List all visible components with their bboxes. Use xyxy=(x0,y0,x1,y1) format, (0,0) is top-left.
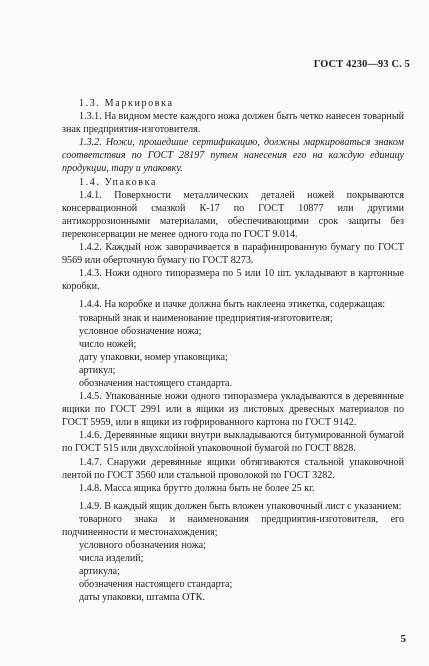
list-item: обозначения настоящего стандарта; xyxy=(79,579,233,591)
list-item: артикул; xyxy=(79,364,116,376)
list-item: числа изделий; xyxy=(79,553,144,565)
list-item: артикула; xyxy=(79,566,120,578)
page-number: 5 xyxy=(400,633,406,645)
paragraph-1-4-1: 1.4.1. Поверхности металлических деталей ножей покрываются консервационной смазкой К-17 по ГОСТ 10877 или другими антикоррозионными материалами, обеспечивающими срок защиты без переконсервации не менее одного года по ГОСТ 9.014. xyxy=(62,189,404,240)
paragraph-1-3-2: 1.3.2. Ножи, прошедшие сертификацию, должны маркироваться знаком соответствия по ГОСТ 28197 путем нанесения его на каждую единицу продукции, тару и упаковку. xyxy=(62,137,404,175)
paragraph-1-4-4: 1.4.4. На коробке и пачке должна быть наклеена этикетка, содержащая: xyxy=(79,299,386,311)
paragraph-1-4-2: 1.4.2. Каждый нож заворачивается в парафинированную бумагу по ГОСТ 9569 или оберточную бумагу по ГОСТ 8273. xyxy=(62,242,404,267)
paragraph-1-4-5: 1.4.5. Упакованные ножи одного типоразмера укладываются в деревянные ящики по ГОСТ 2991 или в ящики из листовых древесных материалов по ГОСТ 5959, или в ящики из гофрированного картона по ГОСТ 9142. xyxy=(62,391,404,429)
list-item: дату упаковки, номер упаковщика; xyxy=(79,351,228,363)
list-item: товарный знак и наименование предприятия-изготовителя; xyxy=(79,312,333,324)
paragraph-1-4-3: 1.4.3. Ножи одного типоразмера по 5 или 10 шт. укладывают в картонные коробки. xyxy=(62,268,404,293)
list-item: обозначения настоящего стандарта. xyxy=(79,377,233,389)
page-body xyxy=(62,97,404,605)
list-item: товарного знака и наименования предприятия-изготовителя, его подчиненности и местонахождения; xyxy=(62,513,404,538)
list-item: условного обозначения ножа; xyxy=(79,540,206,552)
paragraph-1-4-9: 1.4.9. В каждый ящик должен быть вложен упаковочный лист с указанием: xyxy=(79,500,402,512)
list-item: условное обозначение ножа; xyxy=(79,325,202,337)
section-heading-marking: 1.3. Маркировка xyxy=(79,98,174,109)
list-item: даты упаковки, штампа ОТК. xyxy=(79,592,205,604)
paragraph-1-4-8: 1.4.8. Масса ящика брутто должна быть не более 25 кг. xyxy=(79,482,315,494)
list-item: число ножей; xyxy=(79,338,137,350)
paragraph-1-4-6: 1.4.6. Деревянные ящики внутри выкладываются битумированной бумагой по ГОСТ 515 или двухслойной упаковочной бумагой по ГОСТ 8828. xyxy=(62,430,404,455)
paragraph-1-4-7: 1.4.7. Снаружи деревянные ящики обтягиваются стальной упаковочной лентой по ГОСТ 3560 или стальной проволокой по ГОСТ 3282. xyxy=(62,456,404,481)
page-header: ГОСТ 4230—93 С. 5 xyxy=(313,59,410,70)
section-heading-packaging: 1.4. Упаковка xyxy=(79,176,158,188)
paragraph-1-3-1: 1.3.1. На видном месте каждого ножа должен быть четко нанесен товарный знак предприятия-изготовителя. xyxy=(62,111,404,136)
